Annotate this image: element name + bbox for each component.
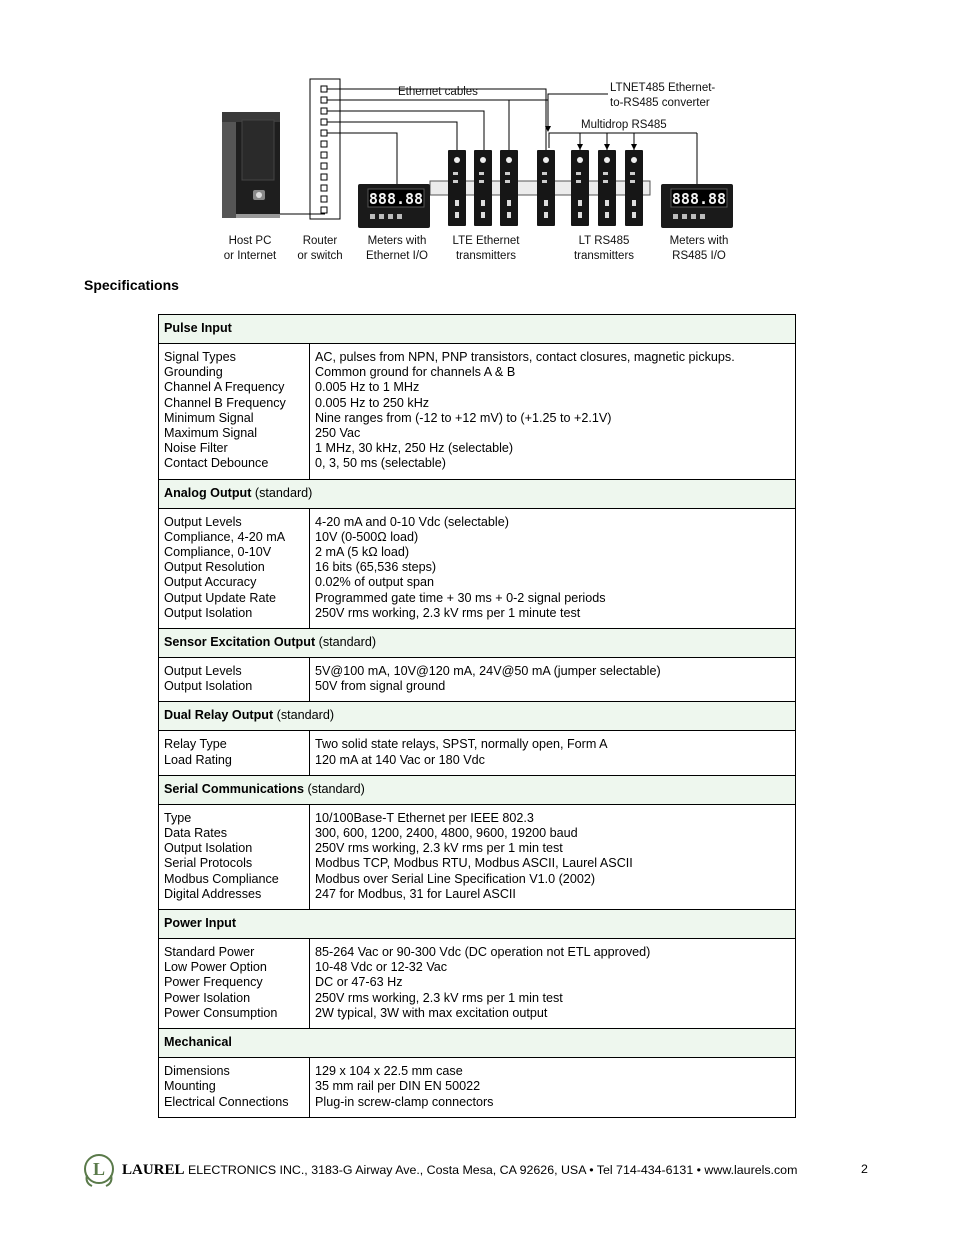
transmitter-module [474,150,492,226]
spec-value: 250V rms working, 2.3 kV rms per 1 min test [315,841,563,856]
spec-value: 85-264 Vac or 90-300 Vdc (DC operation not ETL approved) [315,945,651,960]
section-header [159,702,796,731]
caption-line2: or Internet [223,250,277,262]
spec-value: DC or 47-63 Hz [315,975,403,990]
caption-line1: Meters with [367,235,427,247]
router-port [321,97,327,103]
spec-values [310,1058,796,1118]
router-port [321,152,327,158]
spec-key: Relay Type [164,737,227,752]
meter-display: 888.88 [368,190,424,208]
spec-key: Type [164,810,192,825]
router-port [321,163,327,169]
spec-value: 2 mA (5 kΩ load) [315,545,410,560]
spec-value: Two solid state relays, SPST, normally open, Form A [315,737,608,752]
spec-key: Contact Debounce [164,456,269,471]
spec-value: 10-48 Vdc or 12-32 Vac [315,960,448,975]
caption-line2: transmitters [573,250,635,262]
transmitter-module [537,150,555,226]
spec-value: 0.005 Hz to 1 MHz [315,380,420,395]
caption-line2: or switch [297,250,343,262]
spec-key: Output Levels [164,664,242,679]
spec-keys [159,731,310,775]
caption-line2: RS485 I/O [672,250,726,262]
section-header-row [159,702,796,731]
footer [82,1153,872,1189]
spec-values [310,804,796,909]
spec-values [310,939,796,1029]
spec-key: Output Isolation [164,841,253,856]
spec-keys [159,1058,310,1118]
section-header-row [159,910,796,939]
section-body-row [159,344,796,480]
spec-value: Plug-in screw-clamp connectors [315,1094,494,1109]
spec-keys [159,658,310,702]
section-title: Mechanical [164,1035,232,1050]
spec-key: Compliance, 4-20 mA [164,529,286,544]
caption-line2: transmitters [455,250,517,262]
ethernet-cable [327,122,457,150]
spec-key: Output Resolution [164,560,265,575]
host-pc-image [222,112,280,218]
spec-key: Output Accuracy [164,575,257,590]
section-title: Dual Relay Output [164,708,274,723]
spec-value: 250V rms working, 2.3 kV rms per 1 minute test [315,605,581,620]
section-header [159,629,796,658]
spec-key: Compliance, 0-10V [164,545,272,560]
section-body-row [159,508,796,628]
section-body-row [159,939,796,1029]
spec-value: 4-20 mA and 0-10 Vdc (selectable) [315,514,509,529]
spec-values [310,344,796,480]
spec-key: Signal Types [164,350,236,364]
footer-brand: LAUREL [122,1162,185,1178]
section-header-row [159,479,796,508]
transmitter-module [598,150,616,226]
spec-key: Low Power Option [164,960,267,975]
section-header-row [159,1029,796,1058]
spec-value: 0.02% of output span [315,575,435,590]
spec-key: Load Rating [164,752,232,767]
spec-key: Minimum Signal [164,410,254,425]
spec-key: Output Levels [164,514,242,529]
spec-value: 35 mm rail per DIN EN 50022 [315,1079,481,1094]
panel-meter [661,184,733,228]
spec-value: Common ground for channels A & B [315,365,516,380]
section-body-row [159,658,796,702]
caption-line1: Host PC [228,235,272,247]
ethernet-cables-label: Ethernet cables [398,86,478,98]
section-header [159,1029,796,1058]
page-number: 2 [861,1162,868,1176]
spec-value: 10/100Base-T Ethernet per IEEE 802.3 [315,810,534,825]
router-port [321,86,327,92]
spec-key: Power Frequency [164,975,263,990]
router-port [321,174,327,180]
spec-key: Electrical Connections [164,1094,289,1109]
spec-key: Digital Addresses [164,886,262,901]
section-title: Power Input [164,916,237,931]
caption-line1: Router [302,235,338,247]
caption-line1: LT RS485 [578,235,630,247]
spec-keys [159,804,310,909]
specifications-table [158,314,796,1118]
section-suffix: (standard) [315,635,377,650]
spec-key: Dimensions [164,1064,230,1079]
network-diagram [0,0,954,270]
spec-value: 1 MHz, 30 kHz, 250 Hz (selectable) [315,441,514,456]
spec-key: Channel A Frequency [164,380,285,395]
spec-key: Grounding [164,365,223,380]
section-title: Pulse Input [164,321,232,335]
section-body-row [159,804,796,909]
spec-value: AC, pulses from NPN, PNP transistors, contact closures, magnetic pickups. [315,350,735,364]
logo-letter: L [92,1159,106,1179]
spec-value: 16 bits (65,536 steps) [315,560,437,575]
caption-line2: Ethernet I/O [365,250,429,262]
spec-value: 250 Vac [315,426,361,441]
section-header [159,479,796,508]
spec-values [310,731,796,775]
caption-line1: LTE Ethernet [452,235,520,247]
transmitter-module [448,150,466,226]
ethernet-cable [327,111,484,150]
spec-value: 0.005 Hz to 250 kHz [315,395,430,410]
spec-key: Power Isolation [164,990,251,1005]
section-body-row [159,731,796,775]
ethernet-cable [327,89,546,150]
spec-value: 120 mA at 140 Vac or 180 Vdc [315,752,485,767]
converter-label-line1: LTNET485 Ethernet- [610,82,716,94]
spec-key: Serial Protocols [164,856,253,871]
section-title: Analog Output [164,485,252,500]
spec-key: Maximum Signal [164,426,258,441]
spec-value: 10V (0-500Ω load) [315,529,419,544]
multidrop-label: Multidrop RS485 [581,119,667,131]
section-suffix: (standard) [303,781,365,796]
section-header [159,775,796,804]
spec-keys [159,344,310,480]
router-port [321,196,327,202]
section-title: Serial Communications [164,781,304,796]
transmitter-module [500,150,518,226]
panel-meter [358,184,430,228]
footer-address [122,1162,797,1179]
router-port [321,207,327,213]
section-suffix: (standard) [273,708,335,723]
spec-value: Modbus over Serial Line Specification V1.0 (2002) [315,871,596,886]
section-title: Sensor Excitation Output [164,635,316,650]
spec-key: Power Consumption [164,1005,278,1020]
router-port [321,130,327,136]
section-header-row [159,629,796,658]
specifications-heading: Specifications [84,277,179,293]
spec-values [310,658,796,702]
spec-value: 129 x 104 x 22.5 mm case [315,1064,463,1079]
transmitters [448,150,643,226]
spec-value: 2W typical, 3W with max excitation output [315,1005,548,1020]
section-body-row [159,1058,796,1118]
router-port [321,185,327,191]
spec-key: Output Update Rate [164,590,277,605]
transmitter-module [625,150,643,226]
spec-key: Output Isolation [164,679,253,694]
footer-contact: ELECTRONICS INC., 3183-G Airway Ave., Costa Mesa, CA 92626, USA • Tel 714-434-6131 • www.laurels.com [184,1163,798,1177]
ethernet-cable [327,100,509,150]
router-port [321,108,327,114]
section-suffix: (standard) [251,485,313,500]
spec-key: Channel B Frequency [164,395,286,410]
router-port [321,141,327,147]
spec-value: 5V@100 mA, 10V@120 mA, 24V@50 mA (jumper selectable) [315,664,661,679]
spec-value: Programmed gate time + 30 ms + 0-2 signal periods [315,590,606,605]
spec-key: Output Isolation [164,605,253,620]
caption-line1: Meters with [669,235,729,247]
converter-label-line2: to-RS485 converter [610,97,710,109]
spec-key: Mounting [164,1079,216,1094]
section-header [159,910,796,939]
spec-key: Modbus Compliance [164,871,279,886]
spec-value: 300, 600, 1200, 2400, 4800, 9600, 19200 baud [315,826,578,841]
spec-key: Data Rates [164,826,227,841]
spec-keys [159,939,310,1029]
meter-display: 888.88 [671,190,727,208]
spec-value: Modbus TCP, Modbus RTU, Modbus ASCII, Laurel ASCII [315,856,633,871]
laurel-logo [82,1153,116,1189]
spec-value: 250V rms working, 2.3 kV rms per 1 min test [315,990,563,1005]
section-header-row [159,315,796,344]
spec-value: 0, 3, 50 ms (selectable) [315,456,446,471]
spec-key: Noise Filter [164,441,228,456]
transmitter-module [571,150,589,226]
spec-keys [159,508,310,628]
spec-value: 247 for Modbus, 31 for Laurel ASCII [315,886,516,901]
spec-key: Standard Power [164,945,255,960]
router-port [321,119,327,125]
section-header-row [159,775,796,804]
spec-value: Nine ranges from (-12 to +12 mV) to (+1.25 to +2.1V) [315,410,612,425]
spec-value: 50V from signal ground [315,679,446,694]
section-header [159,315,796,344]
spec-values [310,508,796,628]
